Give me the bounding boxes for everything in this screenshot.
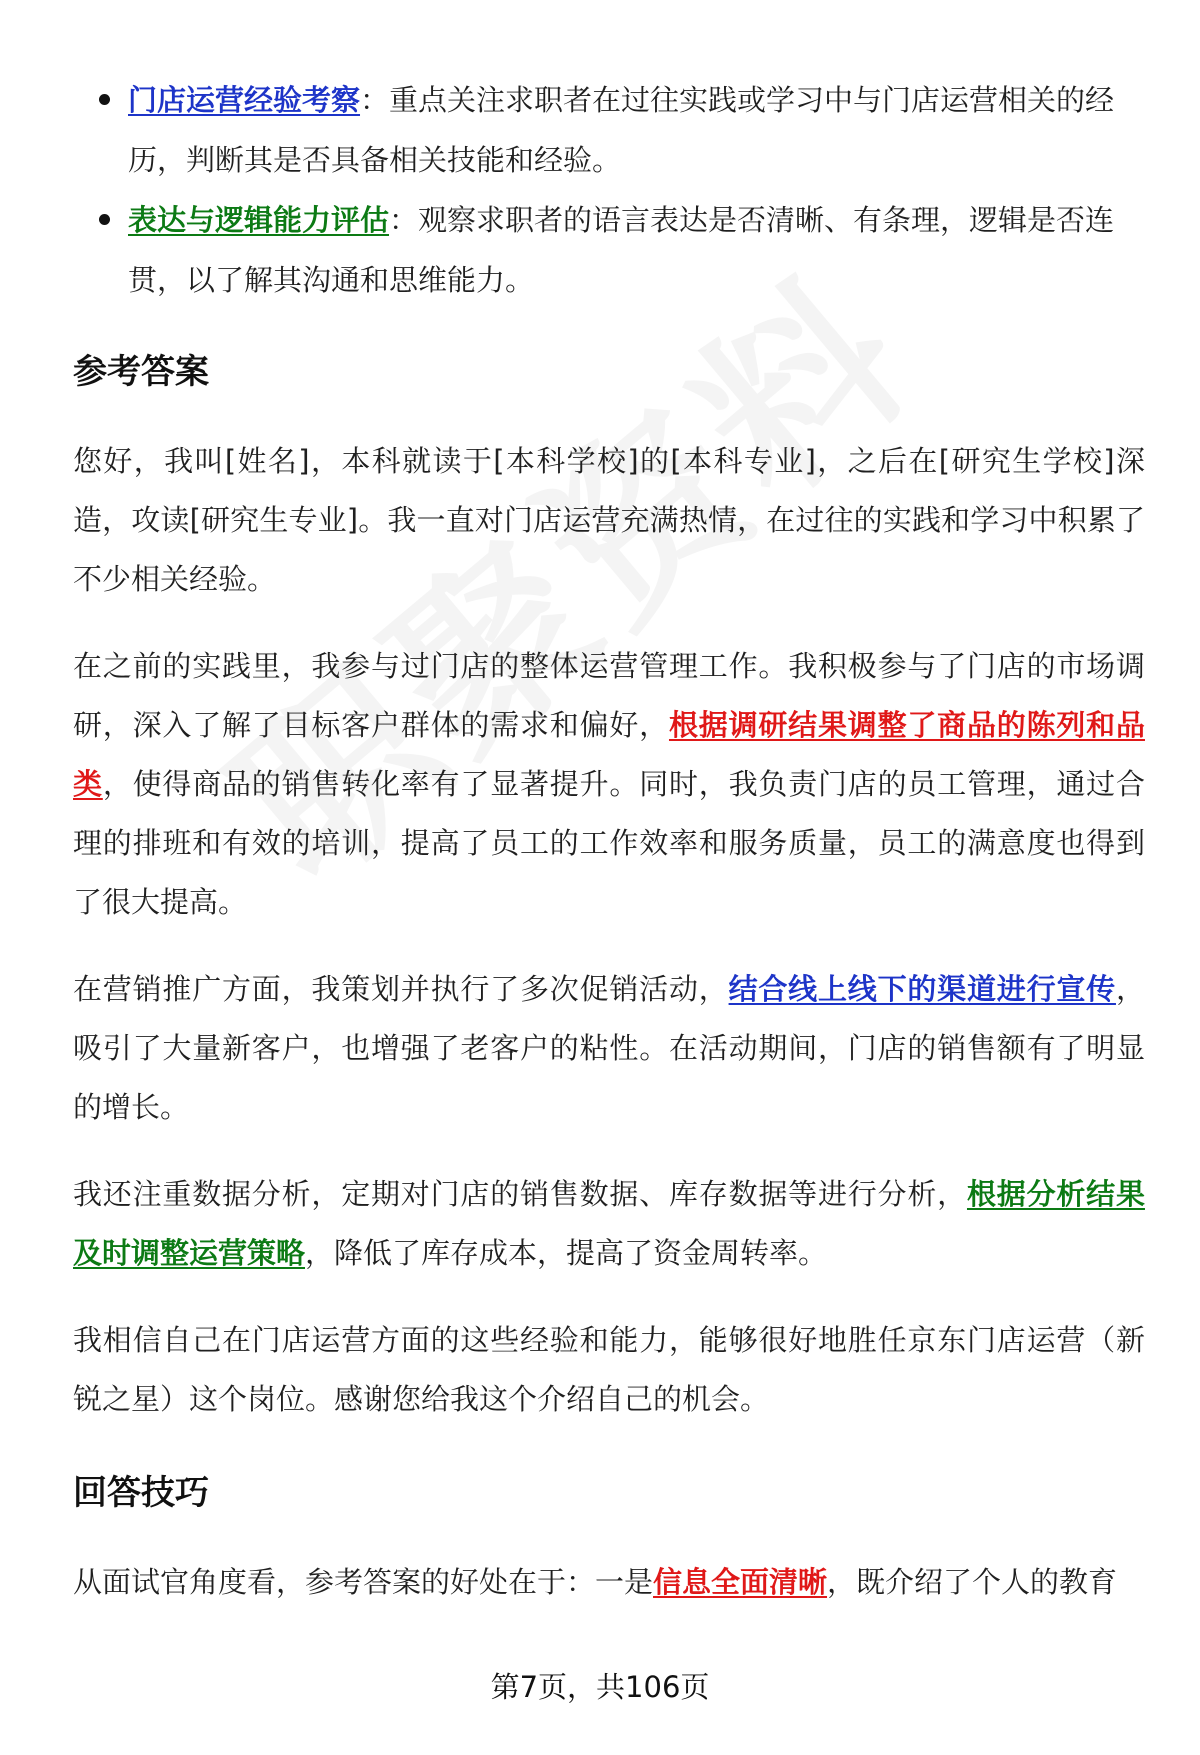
paragraph-text: ，既介绍了个人的教育 (827, 1565, 1118, 1599)
paragraph-highlight: 结合线上线下的渠道进行宣传 (728, 972, 1116, 1006)
answer-paragraph-closing: 我相信自己在门店运营方面的这些经验和能力，能够很好地胜任京东门店运营（新锐之星）这个岗位。感谢您给我这个介绍自己的机会。 (73, 1323, 1145, 1416)
paragraph-highlight: 根据调研结果调整了商品的陈列和品类 (73, 708, 1145, 801)
bullet-highlight: 表达与逻辑能力评估 (128, 203, 390, 237)
tips-paragraph (73, 1553, 1145, 1612)
paragraph-text: ，使得商品的销售转化率有了显著提升。同时，我负责门店的员工管理，通过合理的排班和有效的培训，提高了员工的工作效率和服务质量，员工的满意度也得到了很大提高。 (73, 767, 1145, 919)
bullet-item-expression (73, 190, 1145, 310)
answer-paragraph-data-analysis (73, 1165, 1145, 1283)
section-heading-tips: 回答技巧 (73, 1473, 209, 1513)
bullet-separator: ： (389, 203, 419, 237)
paragraph-highlight: 信息全面清晰 (653, 1565, 828, 1599)
bullet-dot-icon (99, 94, 110, 105)
bullet-text: 观察求职者的语言表达是否清晰、有条理，逻辑是否连贯，以了解其沟通和思维能力。 (128, 203, 1115, 297)
answer-paragraph-intro: 您好，我叫[姓名]，本科就读于[本科学校]的[本科专业]，之后在[研究生学校]深造，攻读[研究生专业]。我一直对门店运营充满热情，在过往的实践和学习中积累了不少相关经验。 (73, 444, 1145, 596)
answer-paragraph-marketing (73, 960, 1145, 1137)
document-page (73, 70, 1145, 1612)
bullet-text: 重点关注求职者在过往实践或学习中与门店运营相关的经历，判断其是否具备相关技能和经验。 (128, 83, 1115, 177)
paragraph-highlight: 根据分析结果及时调整运营策略 (73, 1177, 1145, 1270)
evaluation-bullets (73, 70, 1145, 310)
paragraph-text: 在营销推广方面，我策划并执行了多次促销活动， (73, 972, 729, 1006)
bullet-dot-icon (99, 214, 110, 225)
bullet-separator: ： (360, 83, 390, 117)
paragraph-text: 从面试官角度看，参考答案的好处在于：一是 (73, 1565, 654, 1599)
bullet-item-experience (73, 70, 1145, 190)
answer-paragraph-operations (73, 637, 1145, 932)
paragraph-text: ，降低了库存成本，提高了资金周转率。 (305, 1236, 828, 1270)
bullet-highlight: 门店运营经验考察 (128, 83, 361, 117)
paragraph-text: 我还注重数据分析，定期对门店的销售数据、库存数据等进行分析， (73, 1177, 967, 1211)
paragraph-text: 在之前的实践里，我参与过门店的整体运营管理工作。我积极参与了门店的市场调研，深入了解了目标客户群体的需求和偏好， (73, 649, 1145, 742)
section-heading-reference: 参考答案 (73, 352, 209, 392)
page-number: 第7页，共106页 (490, 1670, 710, 1704)
paragraph-text: ，吸引了大量新客户，也增强了老客户的粘性。在活动期间，门店的销售额有了明显的增长。 (73, 972, 1145, 1124)
